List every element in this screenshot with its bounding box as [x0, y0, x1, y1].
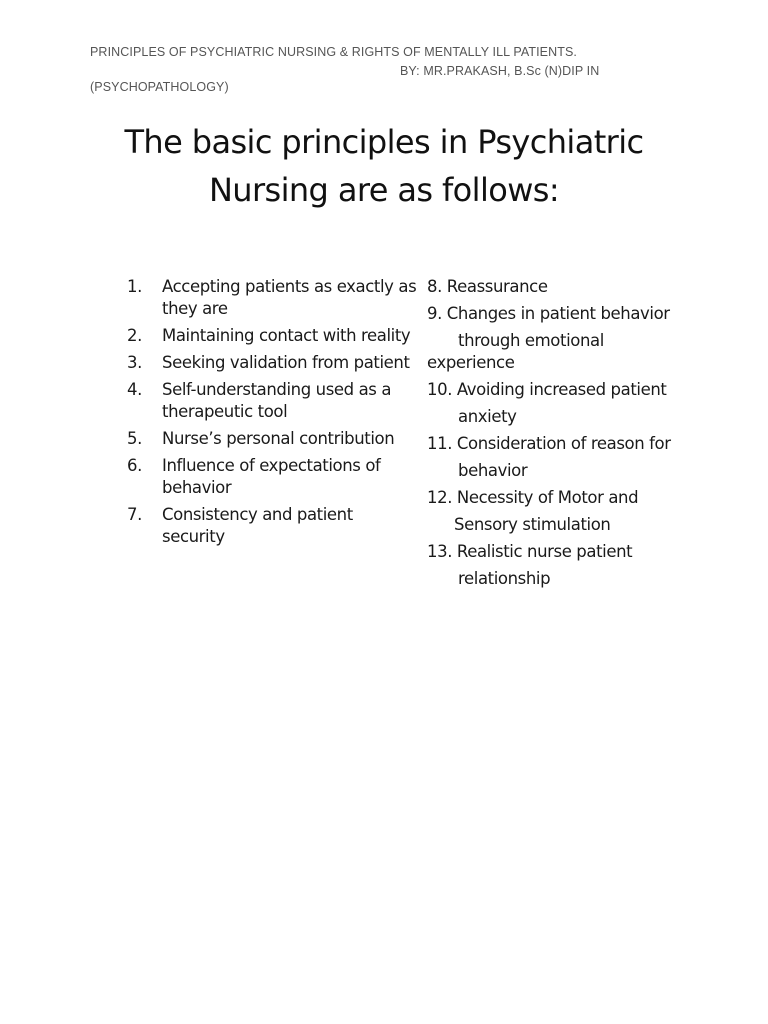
list-item [127, 352, 417, 374]
list-item-10-line-2: anxiety [458, 407, 517, 426]
list-item-number: 7. [127, 505, 142, 524]
page-title-line-1: The basic principles in Psychiatric [124, 123, 644, 161]
list-item-13-line-2: relationship [458, 569, 551, 588]
list-item-text: Nurse’s personal contribution [162, 429, 395, 448]
header-author: BY: MR.PRAKASH, B.Sc (N)DIP IN [400, 64, 600, 78]
list-item-9-line-1: 9. Changes in patient behavior [427, 304, 670, 323]
list-item-12-line-2: Sensory stimulation [454, 515, 611, 534]
list-item-text: Influence of expectations of behavior [162, 456, 381, 497]
list-item-12-line-1: 12. Necessity of Motor and [427, 488, 639, 507]
principles-list-left [127, 276, 417, 553]
list-item-9-line-2: through emotional [458, 331, 604, 350]
header-title: PRINCIPLES OF PSYCHIATRIC NURSING & RIGHTS OF MENTALLY ILL PATIENTS. [90, 45, 577, 59]
list-item-number: 2. [127, 326, 142, 345]
page-title-line-2: Nursing are as follows: [208, 171, 560, 209]
list-item [127, 379, 417, 423]
list-item-11-line-1: 11. Consideration of reason for [427, 434, 671, 453]
list-item-number: 3. [127, 353, 142, 372]
list-item [127, 428, 417, 450]
list-item [127, 455, 417, 499]
list-item-13-line-1: 13. Realistic nurse patient [427, 542, 633, 561]
list-item [127, 504, 417, 548]
principles-list-right [427, 276, 727, 590]
list-item-11-line-2: behavior [458, 461, 528, 480]
list-item-number: 6. [127, 456, 142, 475]
page-title [0, 118, 768, 214]
list-item-10-line-1: 10. Avoiding increased patient [427, 380, 667, 399]
list-item [127, 325, 417, 347]
list-item-9-line-3: experience [427, 353, 515, 372]
list-item-text: Self-understanding used as a therapeutic tool [162, 380, 392, 421]
list-item-text: Maintaining contact with reality [162, 326, 411, 345]
header-subtitle: (PSYCHOPATHOLOGY) [90, 80, 229, 94]
list-item-text: Seeking validation from patient [162, 353, 410, 372]
list-item-number: 4. [127, 380, 142, 399]
list-item-text: Accepting patients as exactly as they are [162, 277, 417, 318]
list-item-text: Consistency and patient security [162, 505, 353, 546]
list-item-number: 1. [127, 277, 142, 296]
list-item-8: 8. Reassurance [427, 277, 548, 296]
list-item [127, 276, 417, 320]
list-item-number: 5. [127, 429, 142, 448]
